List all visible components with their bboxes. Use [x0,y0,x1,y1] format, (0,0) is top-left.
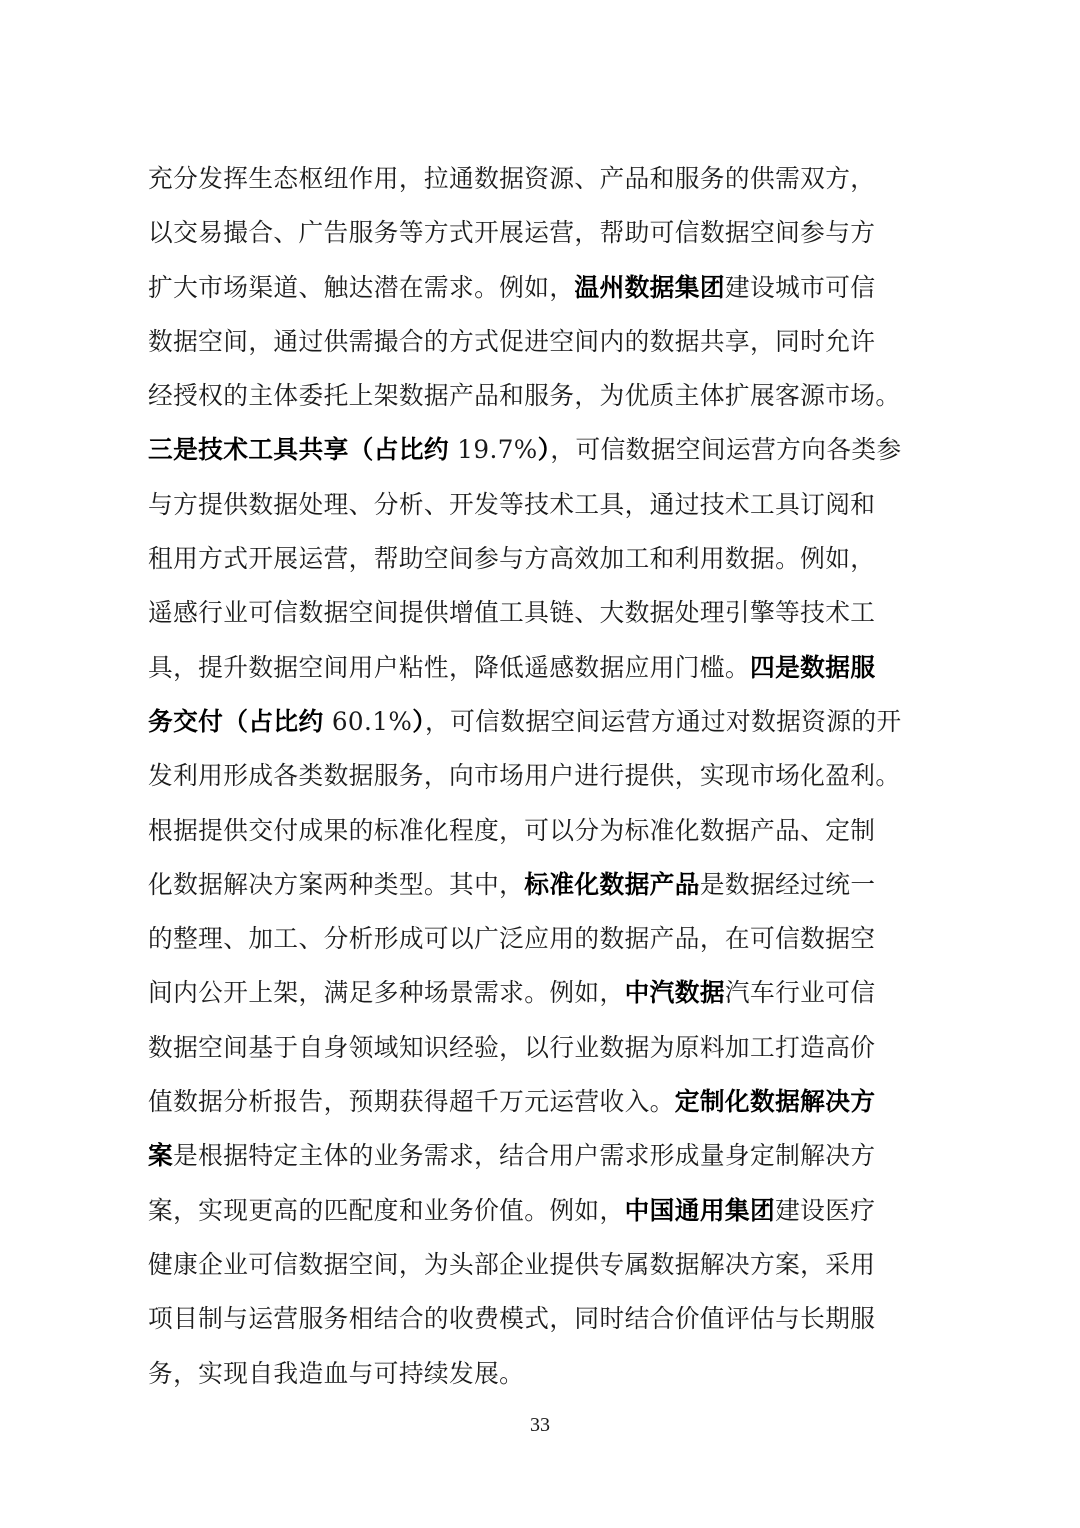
text-line [148,966,938,1020]
text-segment: ，可信数据空间运营方向各类参 [550,435,902,465]
text-segment: ，可信数据空间运营方通过对数据资源的开 [424,706,902,736]
text-line [148,858,938,912]
text-line [148,1238,938,1292]
text-line [148,261,938,315]
bold-text-segment: 标准化数据产品 [524,869,700,899]
text-segment: 化数据解决方案两种类型。其中， [148,869,525,899]
text-line [148,478,938,532]
text-segment: 务，实现自我造血与可持续发展。 [148,1358,525,1388]
bold-text-segment: ） [537,435,551,465]
text-segment: 健康企业可信数据空间，为头部企业提供专属数据解决方案，采用 [148,1249,876,1279]
text-line [148,912,938,966]
text-segment: 建设医疗 [775,1195,876,1225]
text-line [148,695,938,749]
text-line [148,1129,938,1183]
bold-text-segment: 案 [148,1141,174,1171]
text-segment: 根据提供交付成果的标准化程度，可以分为标准化数据产品、定制 [148,815,876,845]
text-segment: 充分发挥生态枢纽作用，拉通数据资源、产品和服务的供需双方， [148,164,876,193]
text-segment: 19.7% [449,435,538,465]
text-segment: 以交易撮合、广告服务等方式开展运营，帮助可信数据空间参与方 [148,218,876,248]
text-line [148,1021,938,1075]
text-segment: 间内公开上架，满足多种场景需求。例如， [148,978,625,1008]
bold-text-segment: 定制化数据解决方 [674,1087,876,1117]
text-line [148,804,938,858]
bold-text-segment: 中国通用集团 [624,1195,776,1225]
text-line [148,206,938,260]
text-segment: 是根据特定主体的业务需求，结合用户需求形成量身定制解决方 [173,1141,876,1171]
text-line [148,532,938,586]
text-line [148,1184,938,1238]
text-segment: 数据空间基于自身领域知识经验，以行业数据为原料加工打造高价 [148,1032,876,1062]
text-line [148,641,938,695]
text-segment: 项目制与运营服务相结合的收费模式，同时结合价值评估与长期服 [148,1304,876,1334]
text-segment: 60.1% [323,706,413,736]
body-text [148,152,948,1401]
text-line [148,749,938,803]
text-segment: 案，实现更高的匹配度和业务价值。例如， [148,1195,625,1225]
bold-text-segment: 三是技术工具共享（占比约 [148,435,450,465]
text-line [148,1075,938,1129]
text-segment: 遥感行业可信数据空间提供增值工具链、大数据处理引擎等技术工 [148,598,876,628]
bold-text-segment: 中汽数据 [624,978,725,1008]
text-segment: 租用方式开展运营，帮助空间参与方高效加工和利用数据。例如， [148,544,876,574]
text-segment: 的整理、加工、分析形成可以广泛应用的数据产品，在可信数据空 [148,924,876,954]
text-segment: 汽车行业可信 [724,978,876,1008]
text-segment: 发利用形成各类数据服务，向市场用户进行提供，实现市场化盈利。 [148,761,901,791]
bold-text-segment: 四是数据服 [749,652,876,682]
bold-text-segment: 温州数据集团 [574,272,725,302]
text-segment: 建设城市可信 [724,272,876,302]
text-line [148,1292,938,1346]
text-segment: 扩大市场渠道、触达潜在需求。例如， [148,272,575,302]
text-line [148,1347,938,1401]
bold-text-segment: 务交付（占比约 [148,706,324,736]
text-line [148,586,938,640]
text-segment: 数据空间，通过供需撮合的方式促进空间内的数据共享，同时允许 [148,326,876,356]
text-line [148,423,938,477]
text-segment: 经授权的主体委托上架数据产品和服务，为优质主体扩展客源市场。 [148,381,901,411]
text-segment: 值数据分析报告，预期获得超千万元运营收入。 [148,1087,675,1117]
page-number: 33 [530,1414,550,1436]
text-segment: 是数据经过统一 [699,869,876,899]
bold-text-segment: ） [412,706,425,736]
text-line [148,315,938,369]
text-segment: 与方提供数据处理、分析、开发等技术工具，通过技术工具订阅和 [148,489,876,519]
text-line [148,152,938,206]
text-line [148,369,938,423]
text-segment: 具，提升数据空间用户粘性，降低遥感数据应用门槛。 [148,652,750,682]
